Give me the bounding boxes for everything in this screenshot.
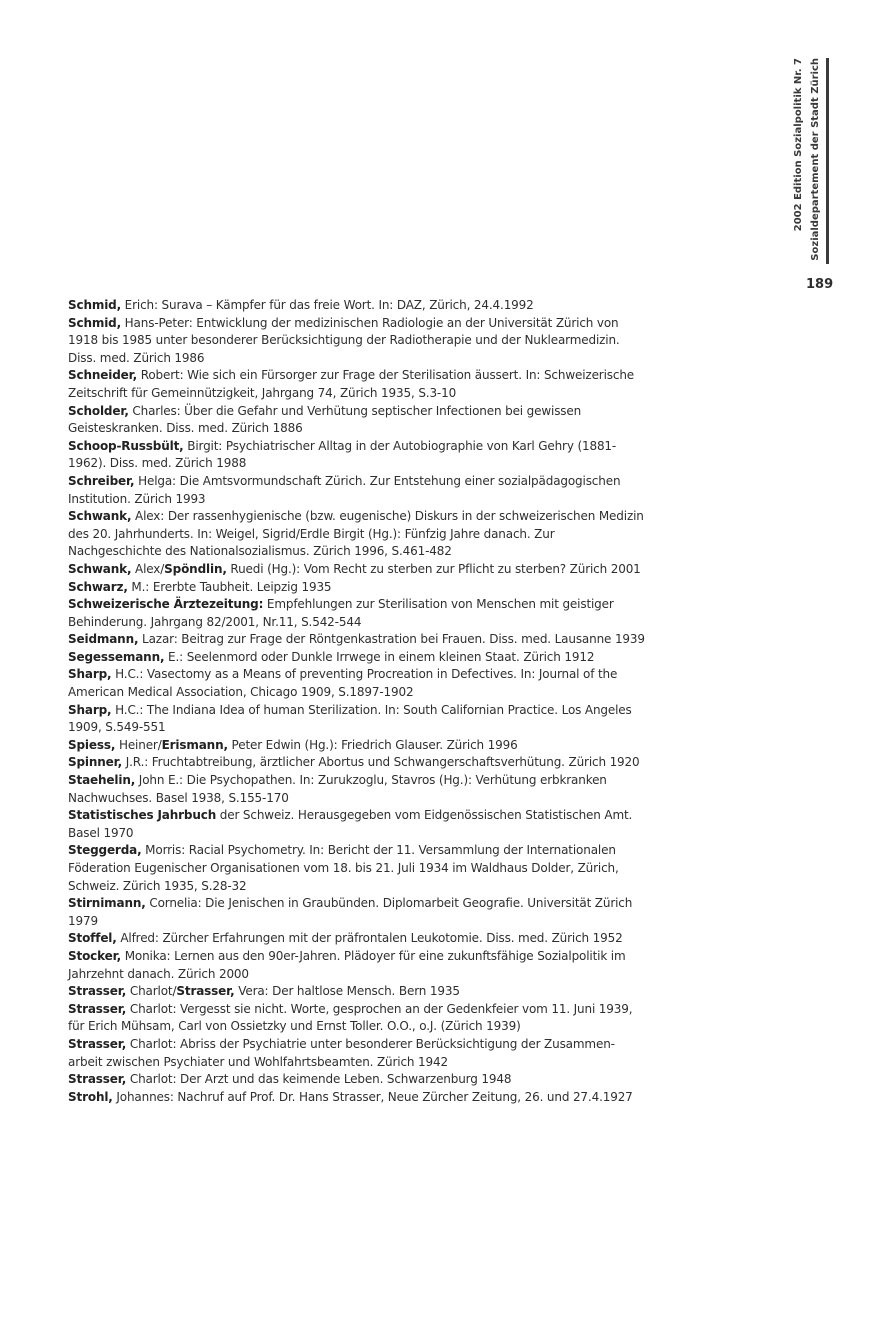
bibliography-entry <box>68 297 648 315</box>
entry-author: Sharp, <box>68 702 112 717</box>
bibliography-entry <box>68 1089 648 1107</box>
entry-text: Alfred: Zürcher Erfahrungen mit der präfrontalen Leukotomie. Diss. med. Zürich 1952 <box>116 931 623 946</box>
entry-text: Charlot/ <box>126 984 177 999</box>
entry-author: Stocker, <box>68 948 122 963</box>
bibliography-entry <box>68 631 648 649</box>
entry-author: Erismann, <box>161 737 228 752</box>
entry-text: J.R.: Fruchtabtreibung, ärztlicher Abortus und Schwangerschaftsverhütung. Zürich 1920 <box>122 755 640 770</box>
entry-author: Schwank, <box>68 509 132 524</box>
running-header-text <box>790 58 830 264</box>
entry-text: Erich: Surava – Kämpfer für das freie Wort. In: DAZ, Zürich, 24.4.1992 <box>121 298 534 312</box>
entry-author: Strasser, <box>68 984 127 999</box>
entry-text: Peter Edwin (Hg.): Friedrich Glauser. Zürich 1996 <box>227 737 518 752</box>
entry-text: Lazar: Beitrag zur Frage der Röntgenkastration bei Frauen. Diss. med. Lausanne 1939 <box>138 632 645 647</box>
entry-text: Charlot: Vergesst sie nicht. Worte, gesprochen an der Gedenkfeier vom 11. Juni 1939, für Erich Mühsam, Carl von Ossietzky und Ernst Toller. O.O., o.J. (Zürich 1939) <box>68 1001 633 1034</box>
entry-author: Stirnimann, <box>68 896 146 911</box>
entry-text: Vera: Der haltlose Mensch. Bern 1935 <box>234 984 460 999</box>
bibliography-entry <box>68 666 648 701</box>
entry-text: Alex: Der rassenhygienische (bzw. eugenische) Diskurs in der schweizerischen Medizin des 20. Jahrhunderts. In: Weigel, Sigrid/Erdle Birgit (Hg.): Fünfzig Jahre danach. Zur Nachgeschichte des Nationalsozialismus. Zürich 1996, S.461-482 <box>68 509 644 559</box>
entry-author: Stoffel, <box>68 931 117 946</box>
entry-author: Sharp, <box>68 667 112 682</box>
page-number: 189 <box>806 277 834 292</box>
bibliography-entry <box>68 737 648 755</box>
entry-text: Helga: Die Amtsvormundschaft Zürich. Zur Entstehung einer sozialpädagogischen Institution. Zürich 1993 <box>68 473 621 506</box>
bibliography-entry <box>68 1036 648 1071</box>
entry-text: Johannes: Nachruf auf Prof. Dr. Hans Strasser, Neue Zürcher Zeitung, 26. und 27.4.1927 <box>112 1089 633 1104</box>
entry-author: Schmid, <box>68 298 122 312</box>
bibliography-entry <box>68 895 648 930</box>
bibliography-entry <box>68 983 648 1001</box>
entry-author: Staehelin, <box>68 773 136 788</box>
entry-author: Schwarz, <box>68 579 128 594</box>
vertical-rule <box>826 58 829 264</box>
entry-text: Morris: Racial Psychometry. In: Bericht der 11. Versammlung der Internationalen Föderation Eugenischer Organisationen vom 18. bis 21. Juli 1934 im Waldhaus Dolder, Zürich, Schweiz. Zürich 1935, S.28-32 <box>68 843 619 893</box>
entry-text: Birgit: Psychiatrischer Alltag in der Autobiographie von Karl Gehry (1881-1962). Diss. med. Zürich 1988 <box>68 438 617 471</box>
entry-text: Charles: Über die Gefahr und Verhütung septischer Infectionen bei gewissen Geisteskranken. Diss. med. Zürich 1886 <box>68 403 582 436</box>
entry-author: Statistisches Jahrbuch <box>68 808 217 823</box>
entry-author: Segessemann, <box>68 649 165 664</box>
bibliography-entry <box>68 596 648 631</box>
entry-text: Heiner/ <box>115 737 162 752</box>
entry-author: Strasser, <box>68 1036 127 1051</box>
bibliography-entry <box>68 508 648 561</box>
entry-author: Strasser, <box>176 984 235 999</box>
entry-author: Steggerda, <box>68 843 142 858</box>
bibliography-entry <box>68 702 648 737</box>
bibliography-entry <box>68 948 648 983</box>
entry-author: Strasser, <box>68 1001 127 1016</box>
entry-author: Spöndlin, <box>164 561 227 576</box>
entry-text: M.: Ererbte Taubheit. Leipzig 1935 <box>127 579 332 594</box>
bibliography-entry <box>68 1001 648 1036</box>
entry-author: Schweizerische Ärztezeitung: <box>68 597 264 612</box>
bibliography-list <box>68 297 648 1106</box>
bibliography-entry <box>68 772 648 807</box>
entry-author: Scholder, <box>68 403 129 418</box>
entry-author: Schoop-Russbült, <box>68 438 184 453</box>
entry-text: Charlot: Abriss der Psychiatrie unter besonderer Berücksichtigung der Zusammen-arbeit zwischen Psychiater und Wohlfahrtsbeamten. Zürich 1942 <box>68 1036 615 1069</box>
series-title: 2002 Edition Sozialpolitik Nr. 7 <box>793 58 804 232</box>
bibliography-entry <box>68 842 648 895</box>
entry-text: Empfehlungen zur Sterilisation von Menschen mit geistiger Behinderung. Jahrgang 82/2001, Nr.11, S.542-544 <box>68 597 614 629</box>
entry-text: H.C.: Vasectomy as a Means of preventing Procreation in Defectives. In: Journal of the American Medical Association, Chicago 1909, S.1897-1902 <box>68 667 618 700</box>
entry-text: H.C.: The Indiana Idea of human Sterilization. In: South Californian Practice. Los Angeles 1909, S.549-551 <box>68 702 632 735</box>
entry-text: John E.: Die Psychopathen. In: Zurukzoglu, Stavros (Hg.): Verhütung erbkranken Nachwuchses. Basel 1938, S.155-170 <box>68 773 607 805</box>
publisher-name: Sozialdepartement der Stadt Zürich <box>810 58 821 261</box>
entry-author: Schreiber, <box>68 473 135 488</box>
entry-text: E.: Seelenmord oder Dunkle Irrwege in einem kleinen Staat. Zürich 1912 <box>164 649 595 664</box>
entry-text: Monika: Lernen aus den 90er-Jahren. Plädoyer für eine zukunftsfähige Sozialpolitik im Jahrzehnt danach. Zürich 2000 <box>68 948 626 981</box>
entry-text: Ruedi (Hg.): Vom Recht zu sterben zur Pflicht zu sterben? Zürich 2001 <box>226 561 641 576</box>
bibliography-entry <box>68 754 648 772</box>
bibliography-entry <box>68 807 648 842</box>
entry-author: Strohl, <box>68 1089 113 1104</box>
bibliography-entry <box>68 473 648 508</box>
entry-text: Robert: Wie sich ein Fürsorger zur Frage der Sterilisation äussert. In: Schweizerische Zeitschrift für Gemeinnützigkeit, Jahrgang 74, Zürich 1935, S.3-10 <box>68 368 635 400</box>
entry-author: Seidmann, <box>68 632 139 647</box>
bibliography-entry <box>68 561 648 579</box>
bibliography-entry <box>68 649 648 667</box>
entry-author: Schmid, <box>68 315 122 330</box>
bibliography-entry <box>68 930 648 948</box>
entry-author: Schwank, <box>68 561 132 576</box>
entry-author: Spinner, <box>68 755 123 770</box>
entry-text: Cornelia: Die Jenischen in Graubünden. Diplomarbeit Geografie. Universität Zürich 1979 <box>68 896 633 928</box>
bibliography-entry <box>68 438 648 473</box>
bibliography-entry <box>68 579 648 597</box>
bibliography-entry <box>68 1071 648 1089</box>
entry-text: Charlot: Der Arzt und das keimende Leben. Schwarzenburg 1948 <box>126 1072 512 1087</box>
entry-text: Hans-Peter: Entwicklung der medizinischen Radiologie an der Universität Zürich von 1918 bis 1985 unter besonderer Berücksichtigung der Radiotherapie und der Nuklearmedizin. Diss. med. Zürich 1986 <box>68 315 620 365</box>
bibliography-entry <box>68 367 648 402</box>
running-header-sidebar <box>790 58 830 264</box>
bibliography-entry <box>68 403 648 438</box>
entry-text: Alex/ <box>131 561 165 576</box>
entry-author: Schneider, <box>68 368 138 383</box>
entry-author: Strasser, <box>68 1072 127 1087</box>
entry-text: der Schweiz. Herausgegeben vom Eidgenössischen Statistischen Amt. Basel 1970 <box>68 808 633 840</box>
entry-author: Spiess, <box>68 737 116 752</box>
bibliography-entry <box>68 315 648 368</box>
